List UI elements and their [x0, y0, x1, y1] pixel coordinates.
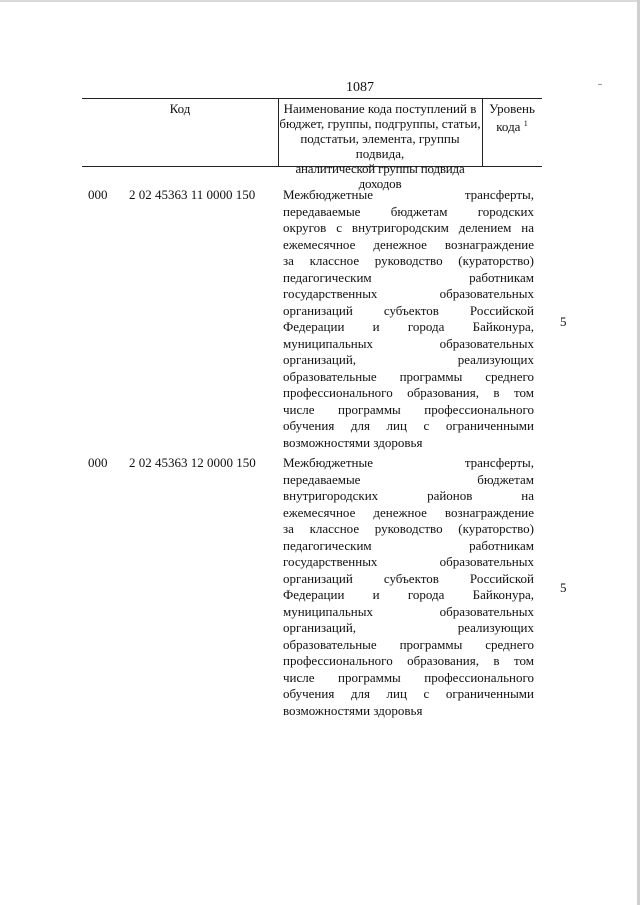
- header-code: Код: [169, 101, 191, 116]
- name-line: Межбюджетные трансферты,: [283, 187, 534, 202]
- header-name: [278, 101, 482, 191]
- name-line: ежемесячное денежное вознаграждение: [283, 236, 534, 252]
- income-name: [283, 187, 534, 451]
- income-name: [283, 455, 534, 719]
- income-code: 2 02 45363 12 0000 150: [129, 455, 256, 470]
- name-line: округов с внутригородским делением на: [283, 220, 534, 235]
- income-code: 2 02 45363 11 0000 150: [129, 187, 256, 202]
- name-line: Федерации и города Байконура,: [283, 587, 534, 602]
- code-level: 5: [560, 580, 567, 595]
- name-line: педагогическим работникам: [283, 537, 534, 553]
- name-line: передаваемые бюджетам городских: [283, 203, 534, 219]
- name-line: профессионального образования, в том: [283, 653, 534, 668]
- name-line: педагогическим работникам: [283, 269, 534, 285]
- name-line: за классное руководство (кураторство): [283, 253, 534, 268]
- page-number: 1087: [346, 80, 374, 95]
- name-line: организаций, реализующих: [283, 352, 534, 367]
- name-line: Межбюджетные трансферты,: [283, 455, 534, 470]
- admin-code: 000: [88, 187, 108, 202]
- name-line: передаваемые бюджетам: [283, 471, 534, 487]
- admin-code: 000: [88, 455, 108, 470]
- name-line: образовательные программы среднего: [283, 368, 534, 384]
- name-line: образовательные программы среднего: [283, 636, 534, 652]
- name-line: профессионального образования, в том: [283, 385, 534, 400]
- code-level: 5: [560, 314, 567, 329]
- name-line: организаций, реализующих: [283, 620, 534, 635]
- footnote-mark: 1: [523, 119, 528, 128]
- name-line: обучения для лиц с ограниченными: [283, 418, 534, 433]
- header-level-line: Уровень: [489, 101, 535, 116]
- name-line: за классное руководство (кураторство): [283, 521, 534, 536]
- header-name-line: подстатьи, элемента, группы подвида,: [300, 131, 460, 161]
- name-line: числе программы профессионального: [283, 401, 534, 417]
- name-line: муниципальных образовательных: [283, 335, 534, 351]
- header-level-word: кода: [496, 119, 521, 134]
- header-level: [482, 101, 542, 134]
- name-line: государственных образовательных: [283, 286, 534, 301]
- name-line: организаций субъектов Российской: [283, 302, 534, 318]
- name-line: Федерации и города Байконура,: [283, 319, 534, 334]
- name-line: возможностями здоровья: [283, 702, 423, 718]
- header-name-line: Наименование кода поступлений в: [283, 101, 477, 116]
- scan-edge: [0, 0, 640, 2]
- name-line: внутригородских районов на: [283, 488, 534, 503]
- table-header: [82, 98, 542, 191]
- header-name-line: аналитической группы подвида доходов: [295, 161, 465, 191]
- header-name-line: бюджет, группы, подгруппы, статьи,: [279, 116, 481, 131]
- name-line: государственных образовательных: [283, 554, 534, 569]
- header-level-line: [482, 116, 542, 134]
- name-line: организаций субъектов Российской: [283, 570, 534, 586]
- name-line: возможностями здоровья: [283, 434, 423, 450]
- name-line: муниципальных образовательных: [283, 603, 534, 619]
- name-line: ежемесячное денежное вознаграждение: [283, 504, 534, 520]
- name-line: обучения для лиц с ограниченными: [283, 686, 534, 701]
- name-line: числе программы профессионального: [283, 669, 534, 685]
